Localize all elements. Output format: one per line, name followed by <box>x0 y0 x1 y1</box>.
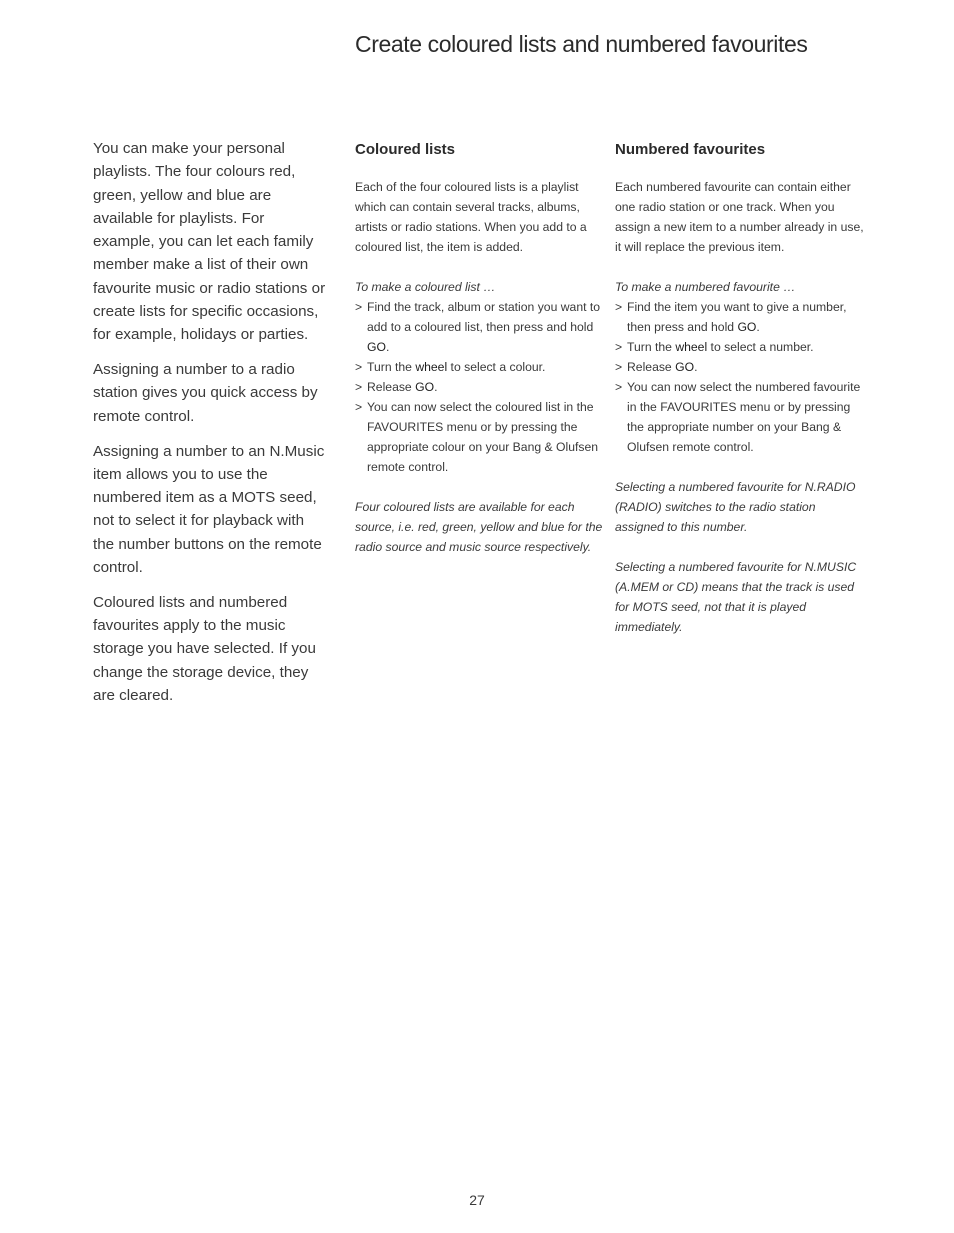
step-text: . <box>694 360 698 374</box>
step-text: . <box>756 320 760 334</box>
page-title: Create coloured lists and numbered favourites <box>355 31 808 57</box>
step-marker: > <box>615 380 623 394</box>
step-text: Release <box>627 360 676 374</box>
intro-paragraph: You can make your personal playlists. The four colours red, green, yellow and blue are available for playlists. For example, you can let each family member make a list of their own favourite music or radio stations or create lists for specific occasions, for example, holidays or parties. <box>93 140 326 344</box>
step-text: Find the track, album or station you want to add to a coloured list, then press and hold <box>367 300 601 334</box>
page-number: 27 <box>469 1192 485 1208</box>
step-item <box>355 397 605 477</box>
numbered-favourites-heading: Numbered favourites <box>615 141 766 158</box>
wheel-key-label: wheel <box>415 360 448 374</box>
wheel-key-label: wheel <box>675 340 708 354</box>
go-key-label: GO <box>367 340 386 354</box>
coloured-lists-heading: Coloured lists <box>355 141 456 158</box>
step-item <box>615 377 865 457</box>
step-item <box>355 377 605 397</box>
step-text: You can now select the coloured list in the FAVOURITES menu or by pressing the appropriate colour on your Bang & Olufsen remote control. <box>367 400 599 474</box>
step-text: Turn the <box>367 360 416 374</box>
step-marker: > <box>355 360 363 374</box>
intro-paragraph: Coloured lists and numbered favourites apply to the music storage you have selected. If you change the storage device, they are cleared. <box>93 593 316 705</box>
numbered-favourites-note-radio: Selecting a numbered favourite for N.RADIO (RADIO) switches to the radio station assigned to this number. <box>615 480 856 534</box>
step-marker: > <box>355 400 363 414</box>
step-marker: > <box>355 300 363 314</box>
step-text: . <box>385 340 390 354</box>
step-item <box>615 337 865 357</box>
intro-column <box>93 137 328 719</box>
go-key-label: GO <box>675 360 695 374</box>
coloured-lists-instruction-title: To make a coloured list … <box>355 280 496 294</box>
go-key-label: GO <box>737 320 757 334</box>
coloured-lists-note: Four coloured lists are available for each source, i.e. red, green, yellow and blue for the radio source and music source respectively. <box>355 500 603 554</box>
numbered-favourites-column <box>615 139 865 637</box>
step-text: Release <box>367 380 416 394</box>
step-item <box>355 297 605 357</box>
step-marker: > <box>355 380 363 394</box>
coloured-lists-column <box>355 139 605 557</box>
step-text: to select a colour. <box>447 360 546 374</box>
step-text: . <box>434 380 438 394</box>
numbered-favourites-steps <box>615 297 865 457</box>
step-marker: > <box>615 340 623 354</box>
step-text: You can now select the numbered favourite in the FAVOURITES menu or by pressing the appropriate number on your Bang & Olufsen remote control. <box>627 380 861 454</box>
step-item <box>615 357 865 377</box>
step-text: Find the item you want to give a number, then press and hold <box>627 300 847 334</box>
step-marker: > <box>615 360 623 374</box>
step-text: to select a number. <box>707 340 814 354</box>
go-key-label: GO <box>415 380 435 394</box>
step-item <box>615 297 865 337</box>
step-marker: > <box>615 300 623 314</box>
intro-paragraph: Assigning a number to a radio station gives you quick access by remote control. <box>93 361 318 425</box>
coloured-lists-body: Each of the four coloured lists is a playlist which can contain several tracks, albums, artists or radio stations. When you add to a coloured list, the item is added. <box>355 180 587 254</box>
step-text: Turn the <box>627 340 676 354</box>
intro-paragraph: Assigning a number to an N.Music item allows you to use the numbered item as a MOTS seed, not to select it for playback with the number buttons on the remote control. <box>93 442 325 577</box>
numbered-favourites-instruction-title: To make a numbered favourite … <box>615 280 796 294</box>
coloured-lists-steps <box>355 297 605 477</box>
numbered-favourites-note-music: Selecting a numbered favourite for N.MUSIC (A.MEM or CD) means that the track is used for MOTS seed, not that it is played immediately. <box>615 560 857 634</box>
step-item <box>355 357 605 377</box>
numbered-favourites-body: Each numbered favourite can contain either one radio station or one track. When you assign a new item to a number already in use, it will replace the previous item. <box>615 180 864 254</box>
